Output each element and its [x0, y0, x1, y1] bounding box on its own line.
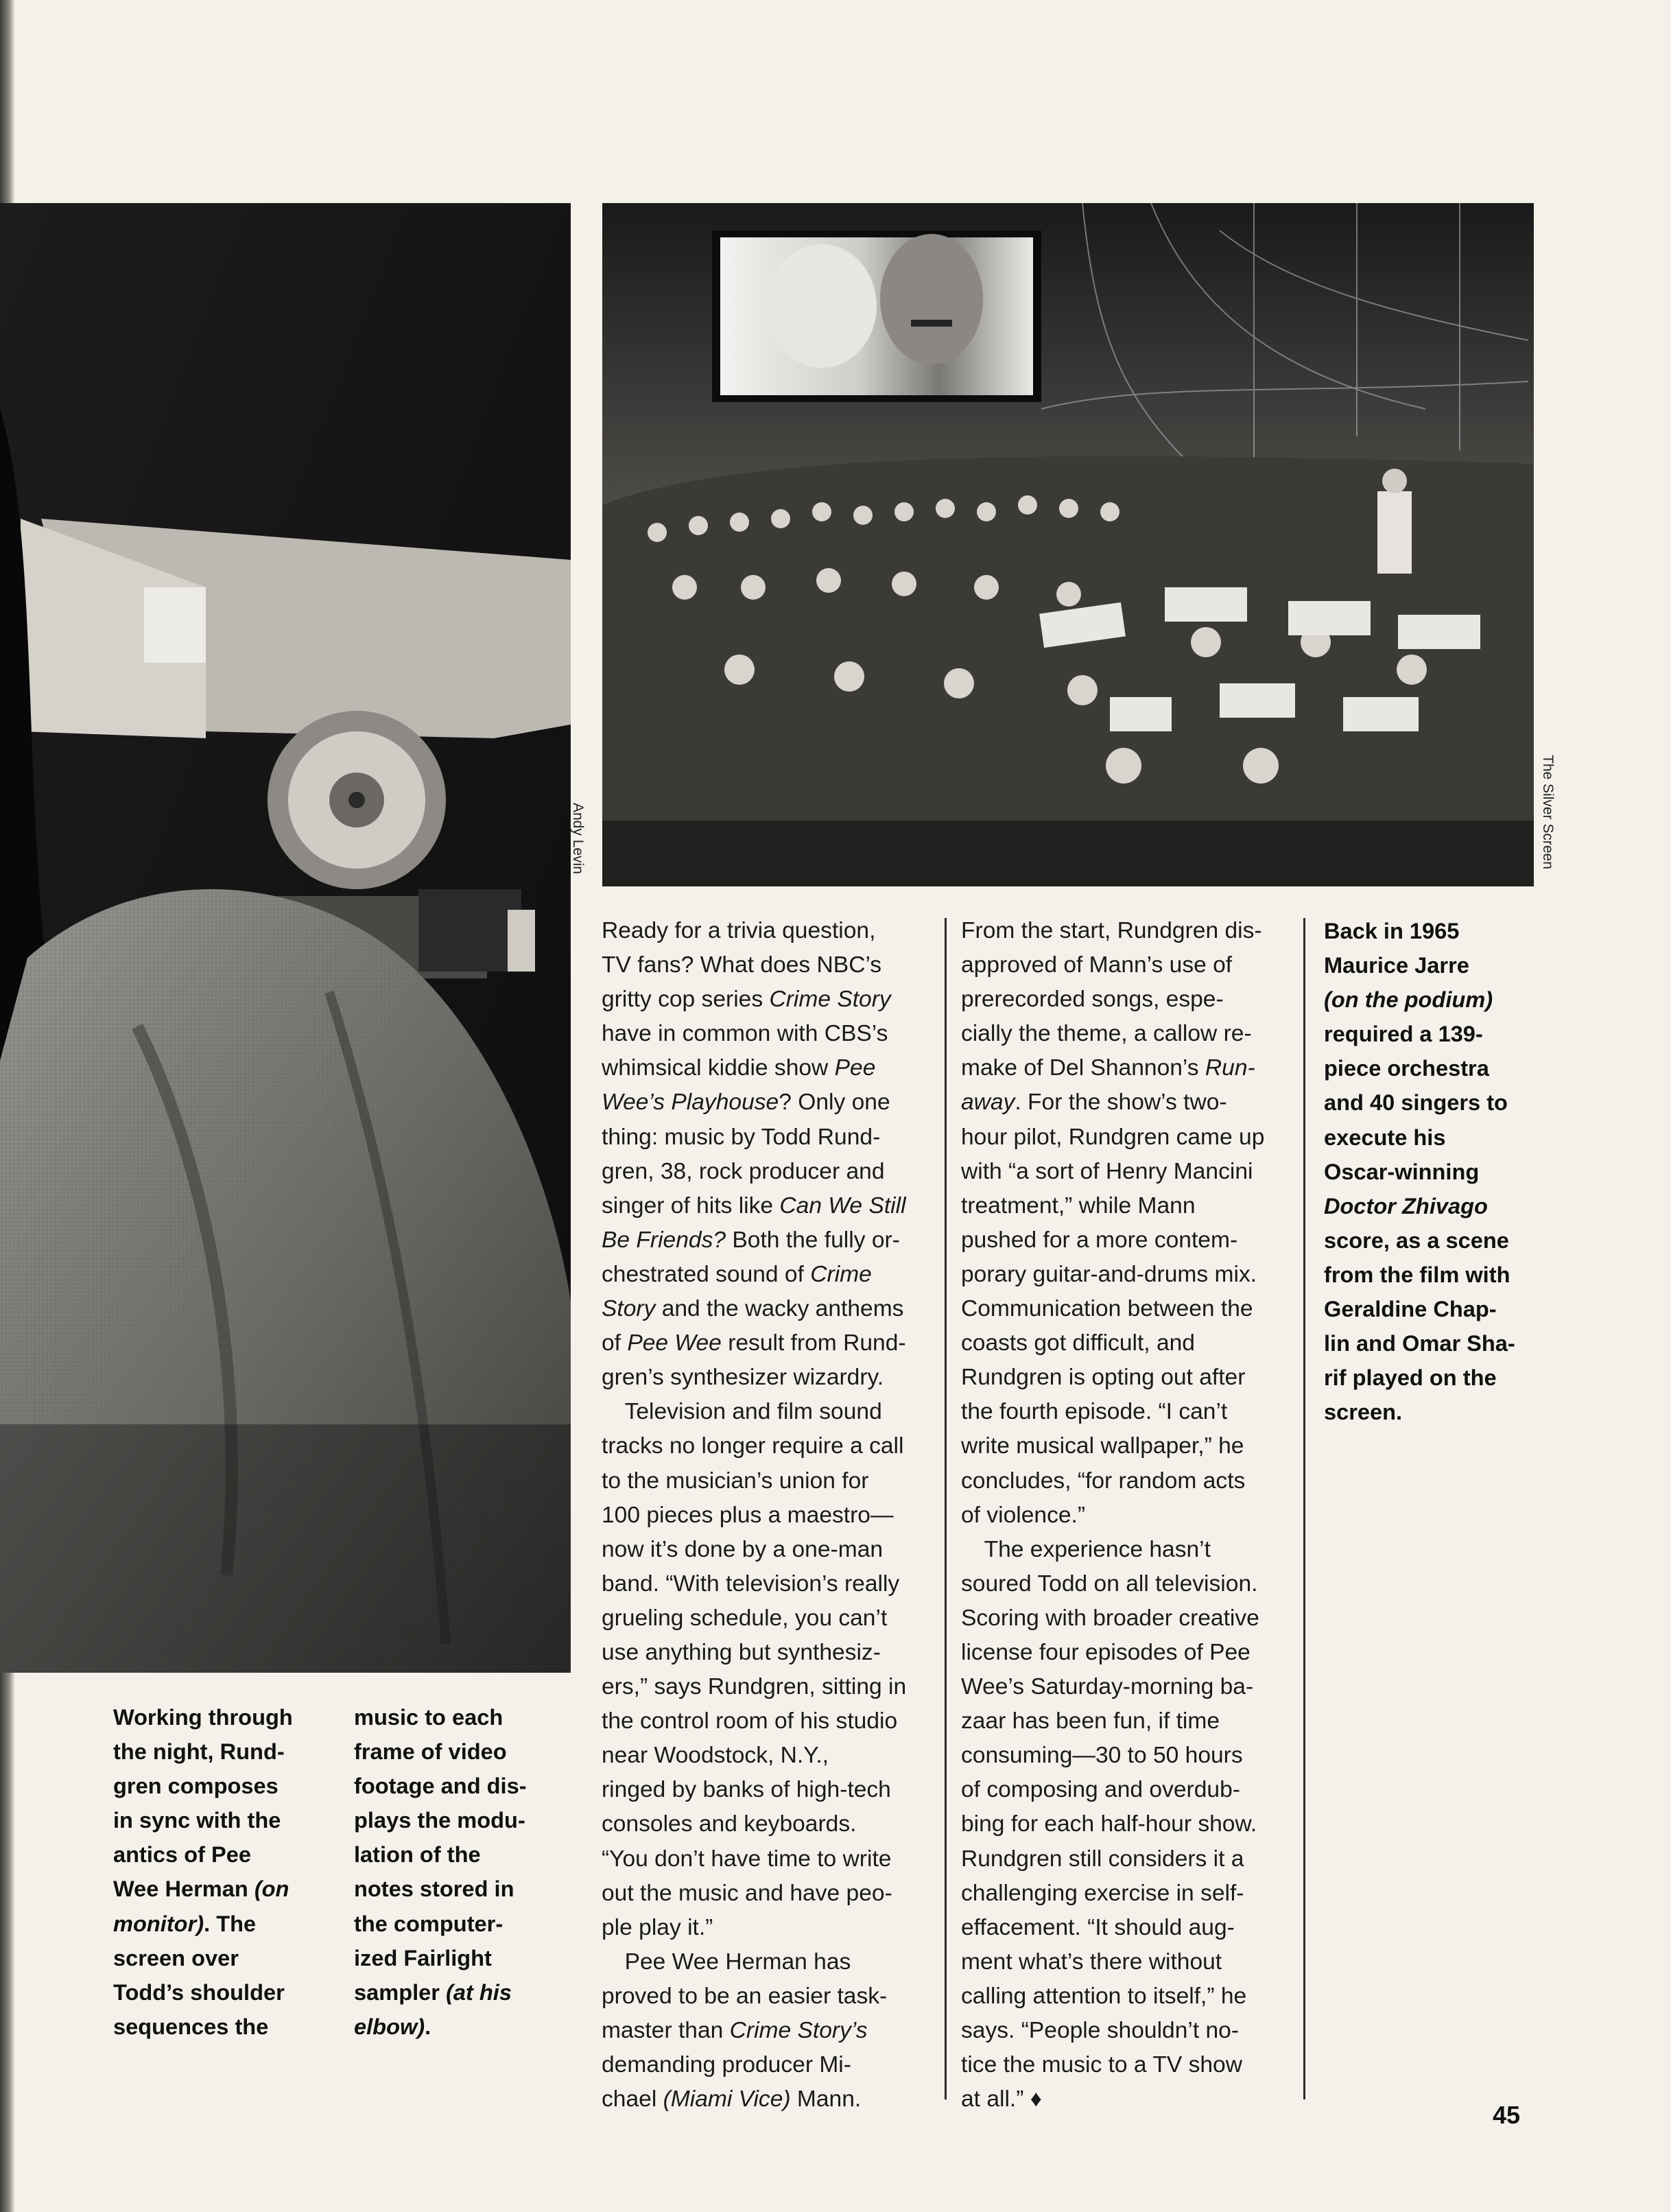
caption-line: Working through	[113, 1704, 293, 1730]
caption-line: Doctor Zhivago	[1324, 1192, 1488, 1219]
article-line: Ready for a trivia question,	[602, 918, 876, 943]
article-line: prerecorded songs, espe-	[961, 987, 1224, 1013]
article-line: concludes, “for random acts	[961, 1468, 1246, 1494]
caption-line: notes stored in	[354, 1876, 514, 1902]
article-line: Wee’s Saturday-morning ba-	[961, 1674, 1254, 1700]
article-line: at all.” ♦	[961, 2086, 1042, 2113]
article-line: make of Del Shannon’s Run-	[961, 1055, 1255, 1081]
caption-line: frame of video	[354, 1739, 507, 1765]
article-line: to the musician’s union for	[602, 1468, 869, 1494]
caption-line: Maurice Jarre	[1324, 952, 1469, 978]
article-line: chestrated sound of Crime	[602, 1261, 872, 1287]
article-line: approved of Mann’s use of	[961, 952, 1233, 978]
article-line: tice the music to a TV show	[961, 2052, 1242, 2078]
article-line: says. “People shouldn’t no-	[961, 2018, 1240, 2043]
caption-line: music to each	[354, 1704, 503, 1730]
caption-line: execute his	[1324, 1124, 1446, 1150]
caption-line: Todd’s shoulder	[113, 1979, 285, 2005]
article-line: with “a sort of Henry Mancini	[961, 1158, 1253, 1184]
article-line: pushed for a more contem-	[961, 1227, 1238, 1253]
caption-line: rif played on the	[1324, 1365, 1497, 1391]
article-line: of violence.”	[961, 1502, 1086, 1528]
article-line: the fourth episode. “I can’t	[961, 1399, 1228, 1425]
article-line: use anything but synthesiz-	[602, 1639, 881, 1665]
article-line: have in common with CBS’s	[602, 1021, 888, 1047]
article-line: challenging exercise in self-	[961, 1880, 1244, 1906]
article-line: ple play it.”	[602, 1914, 713, 1940]
caption-line: screen over	[113, 1944, 239, 1970]
article-line: singer of hits like Can We Still	[602, 1192, 906, 1219]
caption-rundgren-part-2	[354, 1700, 580, 2044]
article-line: TV fans? What does NBC’s	[602, 952, 882, 978]
article-line: tracks no longer require a call	[602, 1433, 904, 1459]
article-line: chael (Miami Vice) Mann.	[602, 2086, 862, 2113]
caption-line: required a 139-	[1324, 1021, 1483, 1047]
caption-line: in sync with the	[113, 1807, 281, 1833]
article-line: zaar has been fun, if time	[961, 1708, 1220, 1734]
caption-line: gren composes	[113, 1773, 278, 1799]
photo-rundgren-studio	[0, 203, 571, 1673]
page-number: 45	[1493, 2101, 1521, 2129]
article-line: the control room of his studio	[602, 1708, 898, 1734]
photo-orchestra-scoring	[602, 203, 1534, 886]
article-line: grueling schedule, you can’t	[602, 1605, 888, 1631]
photo-credit-right: The Silver Screen	[1540, 755, 1556, 869]
caption-line: footage and dis-	[354, 1773, 527, 1799]
article-line: gritty cop series Crime Story	[602, 987, 891, 1013]
article-line: now it’s done by a one-man	[602, 1536, 884, 1562]
article-line: consuming—30 to 50 hours	[961, 1743, 1243, 1769]
caption-line: screen.	[1324, 1399, 1403, 1425]
article-line: Rundgren still considers it a	[961, 1846, 1244, 1872]
article-line: thing: music by Todd Rund-	[602, 1124, 881, 1150]
article-line: Be Friends? Both the fully or-	[602, 1227, 900, 1253]
article-line: band. “With television’s really	[602, 1570, 900, 1597]
caption-line: the night, Rund-	[113, 1739, 285, 1765]
article-line: master than Crime Story’s	[602, 2018, 868, 2043]
article-line: Wee’s Playhouse? Only one	[602, 1090, 890, 1116]
article-line: treatment,” while Mann	[961, 1192, 1196, 1219]
article-line: whimsical kiddie show Pee	[602, 1055, 876, 1081]
caption-line: elbow).	[354, 2013, 431, 2039]
caption-line: Wee Herman (on	[113, 1876, 289, 1902]
caption-line: piece orchestra	[1324, 1055, 1489, 1081]
article-column-1	[602, 914, 909, 2117]
article-line: bing for each half-hour show.	[961, 1811, 1257, 1837]
article-line: “You don’t have time to write	[602, 1846, 892, 1872]
article-line: away. For the show’s two-	[961, 1090, 1227, 1116]
article-line: From the start, Rundgren dis-	[961, 918, 1262, 943]
article-line: Story and the wacky anthems	[602, 1296, 904, 1322]
article-line: ment what’s there without	[961, 1949, 1222, 1975]
article-line: The experience hasn’t	[961, 1536, 1211, 1562]
article-line: near Woodstock, N.Y.,	[602, 1743, 829, 1769]
caption-line: from the film with	[1324, 1261, 1510, 1287]
article-line: Rundgren is opting out after	[961, 1365, 1246, 1391]
caption-orchestra	[1324, 914, 1543, 1429]
caption-rundgren-part-1	[113, 1700, 340, 2044]
caption-line: ized Fairlight	[354, 1944, 492, 1970]
article-line: license four episodes of Pee	[961, 1639, 1251, 1665]
article-line: demanding producer Mi-	[602, 2052, 851, 2078]
article-line: write musical wallpaper,” he	[961, 1433, 1244, 1459]
article-line: calling attention to itself,” he	[961, 1983, 1247, 2009]
article-line: Television and film sound	[602, 1399, 882, 1425]
article-line: hour pilot, Rundgren came up	[961, 1124, 1265, 1150]
article-line: soured Todd on all television.	[961, 1570, 1258, 1597]
article-line: out the music and have peo-	[602, 1880, 892, 1906]
article-line: proved to be an easier task-	[602, 1983, 888, 2009]
caption-line: Oscar-winning	[1324, 1158, 1480, 1184]
article-line: porary guitar-and-drums mix.	[961, 1261, 1257, 1287]
article-line: consoles and keyboards.	[602, 1811, 857, 1837]
caption-line: Back in 1965	[1324, 918, 1460, 943]
column-divider-2	[1303, 918, 1305, 2099]
article-line: ringed by banks of high-tech	[602, 1777, 891, 1803]
photo-credit-left: Andy Levin	[570, 803, 586, 874]
article-line: Scoring with broader creative	[961, 1605, 1259, 1631]
caption-line: plays the modu-	[354, 1807, 525, 1833]
article-line: Pee Wee Herman has	[602, 1949, 851, 1975]
caption-line: sequences the	[113, 2013, 269, 2039]
caption-line: (on the podium)	[1324, 987, 1493, 1013]
article-line: cially the theme, a callow re-	[961, 1021, 1252, 1047]
caption-line: sampler (at his	[354, 1979, 512, 2005]
caption-line: monitor). The	[113, 1910, 257, 1936]
article-column-2	[961, 914, 1288, 2117]
caption-line: score, as a scene	[1324, 1227, 1509, 1253]
caption-line: and 40 singers to	[1324, 1090, 1508, 1116]
caption-line: lin and Omar Sha-	[1324, 1330, 1515, 1356]
caption-line: antics of Pee	[113, 1842, 251, 1868]
column-divider-1	[945, 918, 947, 2099]
article-line: of composing and overdub-	[961, 1777, 1240, 1803]
article-line: ers,” says Rundgren, sitting in	[602, 1674, 907, 1700]
article-line: Communication between the	[961, 1296, 1253, 1322]
article-line: 100 pieces plus a maestro—	[602, 1502, 894, 1528]
caption-line: the computer-	[354, 1910, 503, 1936]
article-line: effacement. “It should aug-	[961, 1914, 1235, 1940]
article-line: gren, 38, rock producer and	[602, 1158, 885, 1184]
caption-line: lation of the	[354, 1842, 481, 1868]
photo-rundgren-illustration	[0, 203, 571, 1673]
caption-line: Geraldine Chap-	[1324, 1296, 1497, 1322]
article-line: gren’s synthesizer wizardry.	[602, 1365, 884, 1391]
article-line: coasts got difficult, and	[961, 1330, 1195, 1356]
photo-orchestra-illustration	[602, 203, 1534, 886]
article-line: of Pee Wee result from Rund-	[602, 1330, 906, 1356]
